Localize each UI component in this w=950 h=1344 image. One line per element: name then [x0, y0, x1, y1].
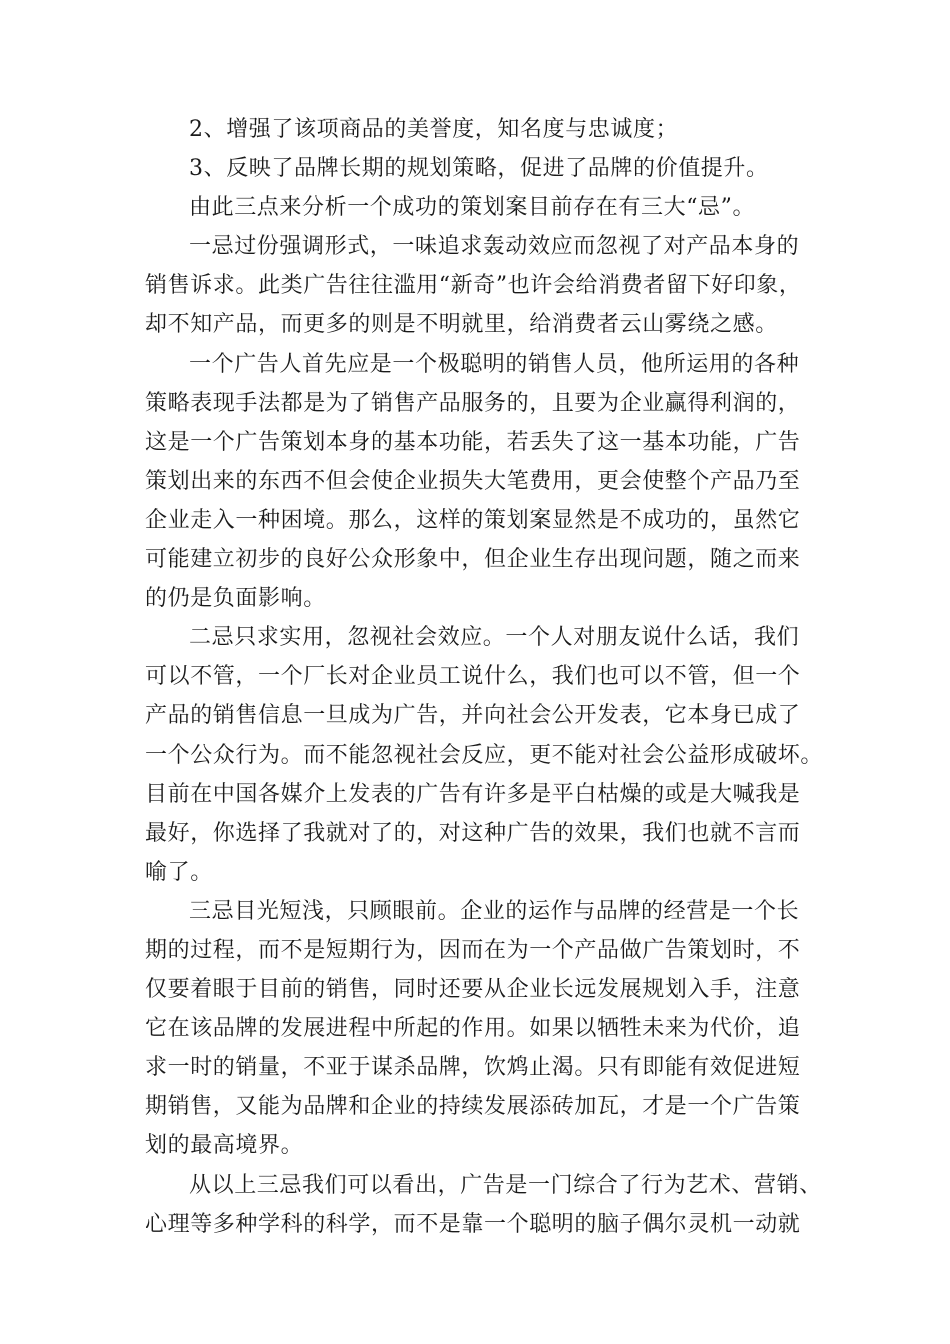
- text-line: 一忌过份强调形式，一味追求轰动效应而忽视了对产品本身的: [189, 234, 800, 260]
- text-line: 期销售，又能为品牌和企业的持续发展添砖加瓦，才是一个广告策: [145, 1094, 801, 1120]
- text-line: 它在该品牌的发展进程中所起的作用。如果以牺牲未来为代价，追: [145, 1016, 801, 1042]
- text-line: 一个广告人首先应是一个极聪明的销售人员，他所运用的各种: [189, 351, 800, 377]
- text-line: 一个公众行为。而不能忽视社会反应，更不能对社会公益形成破坏。: [145, 742, 824, 768]
- text-line: 仅要着眼于目前的销售，同时还要从企业长远发展规划入手，注意: [145, 977, 801, 1003]
- text-line: 的仍是负面影响。: [145, 586, 326, 612]
- document-page: [145, 110, 824, 1244]
- text-line: 从以上三忌我们可以看出，广告是一门综合了行为艺术、营销、: [189, 1172, 822, 1198]
- text-line: 这是一个广告策划本身的基本功能，若丢失了这一基本功能，广告: [145, 429, 801, 455]
- text-line: 划的最高境界。: [145, 1133, 304, 1159]
- text-line: 可能建立初步的良好公众形象中，但企业生存出现问题，随之而来: [145, 547, 801, 573]
- text-line: 策划出来的东西不但会使企业损失大笔费用，更会使整个产品乃至: [145, 468, 801, 494]
- text-line: 2、增强了该项商品的美誉度，知名度与忠诚度；: [189, 117, 679, 142]
- text-line: 可以不管，一个厂长对企业员工说什么，我们也可以不管，但一个: [145, 664, 801, 690]
- text-line: 期的过程，而不是短期行为，因而在为一个产品做广告策划时，不: [145, 937, 801, 963]
- text-line: 心理等多种学科的科学，而不是靠一个聪明的脑子偶尔灵机一动就: [145, 1211, 801, 1237]
- text-line: 喻了。: [145, 859, 213, 885]
- text-line: 销售诉求。此类广告往往滥用“新奇”也许会给消费者留下好印象，: [145, 273, 802, 299]
- text-line: 目前在中国各媒介上发表的广告有许多是平白枯燥的或是大喊我是: [145, 781, 801, 807]
- text-line: 策略表现手法都是为了销售产品服务的，且要为企业赢得利润的，: [145, 390, 801, 416]
- text-line: 二忌只求实用，忽视社会效应。一个人对朋友说什么话，我们: [189, 625, 800, 651]
- text-line: 由此三点来分析一个成功的策划案目前存在有三大“忌”。: [189, 195, 756, 221]
- text-line: 三忌目光短浅，只顾眼前。企业的运作与品牌的经营是一个长: [189, 898, 800, 924]
- text-line: 却不知产品，而更多的则是不明就里，给消费者云山雾绕之感。: [145, 312, 778, 338]
- text-line: 企业走入一种困境。那么，这样的策划案显然是不成功的，虽然它: [145, 507, 801, 533]
- text-line: 3、反映了品牌长期的规划策略，促进了品牌的价值提升。: [189, 156, 769, 182]
- text-line: 最好，你选择了我就对了的，对这种广告的效果，我们也就不言而: [145, 820, 801, 846]
- text-line: 产品的销售信息一旦成为广告，并向社会公开发表，它本身已成了: [145, 703, 801, 729]
- text-line: 求一时的销量，不亚于谋杀品牌，饮鸩止渴。只有即能有效促进短: [145, 1055, 801, 1081]
